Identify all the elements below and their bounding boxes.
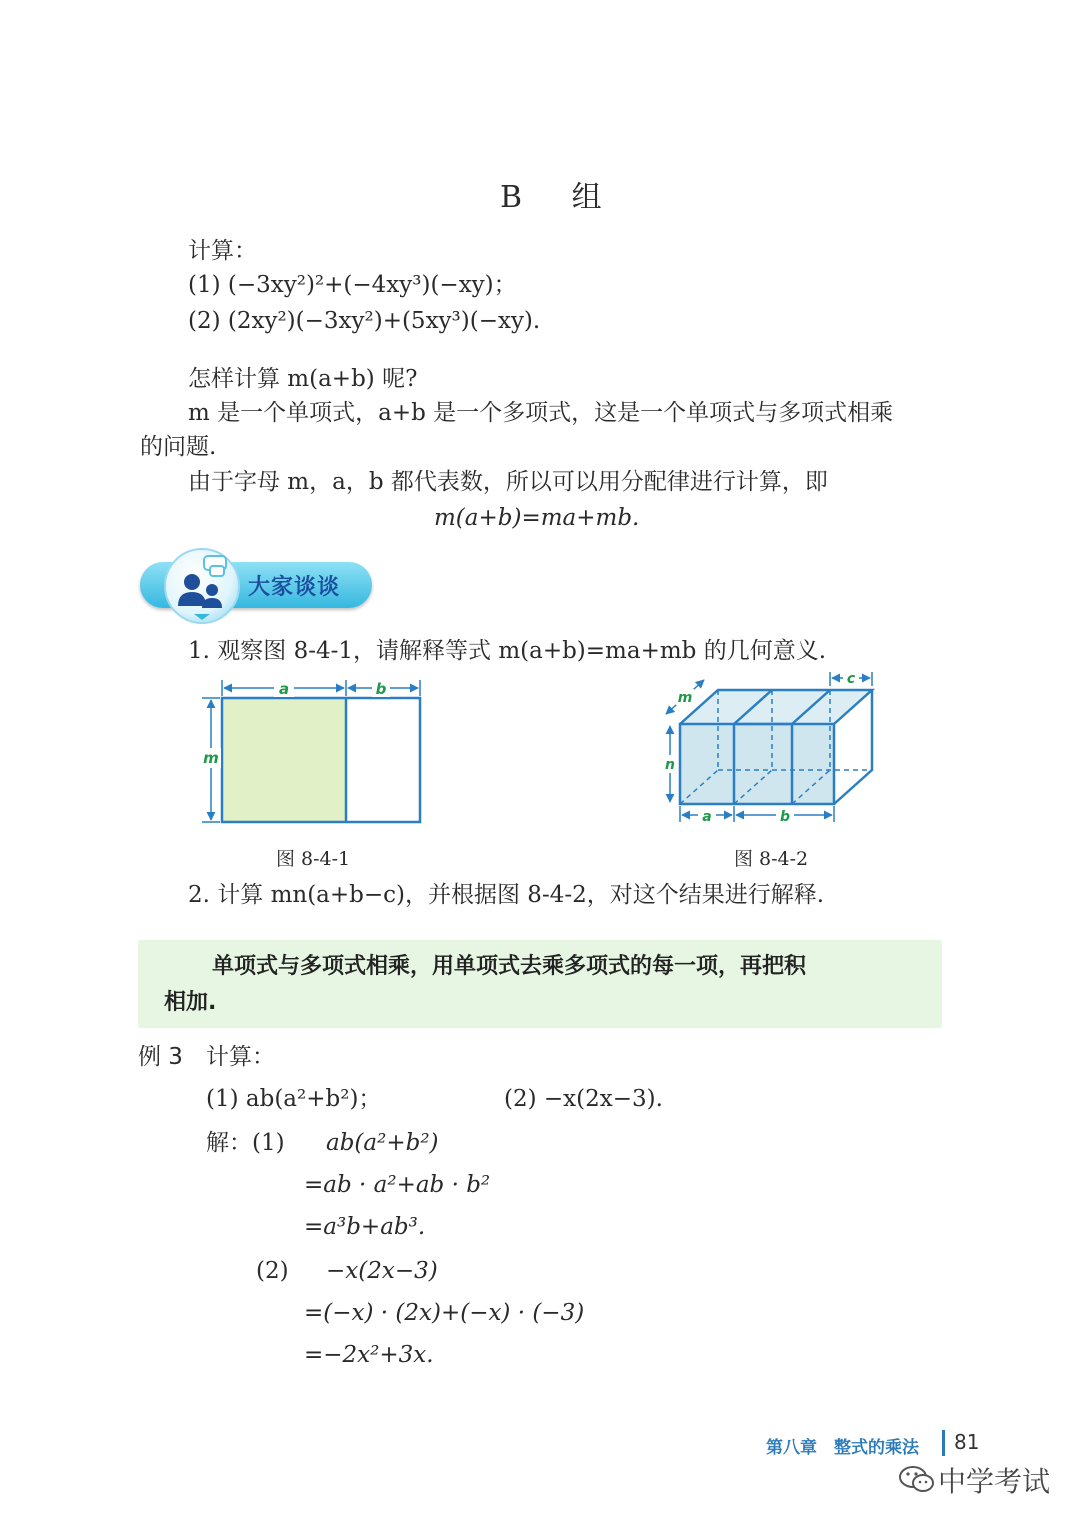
solution-2-line-3: =−2x²+3x. (304, 1342, 434, 1368)
figure-8-4-1-caption: 图 8-4-1 (276, 848, 351, 870)
example-problem-2: (2) −x(2x−3). (504, 1086, 663, 1112)
intro-line-1: m 是一个单项式，a+b 是一个多项式，这是一个单项式与多项式相乘 (188, 400, 894, 426)
solution-1-line-2: =ab · a²+ab · b² (304, 1172, 491, 1198)
solution-1-line-1: ab(a²+b²) (326, 1130, 439, 1156)
badge-label: 大家谈谈 (248, 575, 341, 600)
badge-circle (164, 548, 240, 624)
discussion-badge (136, 548, 376, 620)
example-label: 例 3 (138, 1044, 183, 1070)
label-n: n (665, 757, 675, 773)
figure-8-4-2 (660, 668, 884, 828)
page-number: 81 (954, 1430, 980, 1454)
rule-box (138, 940, 942, 1028)
solution-2-line-2: =(−x) · (2x)+(−x) · (−3) (304, 1300, 585, 1326)
watermark-text: 中学考试 (938, 1465, 1051, 1498)
footer-chapter: 第八章 整式的乘法 (766, 1438, 919, 1458)
exercise-prompt: 计算： (188, 238, 257, 264)
box-top-shaded (677, 690, 872, 724)
wechat-icon (898, 1464, 936, 1494)
label-b: b (779, 809, 791, 825)
label-b: b (375, 680, 387, 698)
figure-8-4-2-caption: 图 8-4-2 (734, 848, 809, 870)
intro-line-2: 的问题. (140, 434, 217, 460)
solution-1-line-3: =a³b+ab³. (304, 1214, 426, 1240)
solution-label-2: (2) (256, 1258, 289, 1284)
label-a: a (278, 680, 290, 698)
section-title: B 组 (500, 180, 622, 215)
solution-label-1: 解：(1) (206, 1130, 285, 1156)
intro-question: 怎样计算 m(a+b) 呢? (188, 366, 418, 392)
discussion-q2: 2. 计算 mn(a+b−c)，并根据图 8-4-2，对这个结果进行解释. (188, 882, 825, 908)
discussion-q1: 1. 观察图 8-4-1，请解释等式 m(a+b)=ma+mb 的几何意义. (188, 638, 827, 664)
people-talk-icon (166, 550, 238, 622)
label-m: m (203, 749, 219, 767)
area-ma (222, 698, 346, 822)
box-front-shaded (680, 724, 834, 804)
intro-formula: m(a+b)=ma+mb. (434, 505, 640, 531)
figure-8-4-1 (196, 676, 436, 828)
label-m: m (677, 690, 693, 706)
rule-line-1: 单项式与多项式相乘，用单项式去乘多项式的每一项，再把积 (212, 954, 807, 979)
footer-divider (942, 1430, 945, 1456)
example-prompt: 计算： (206, 1044, 275, 1070)
intro-line-3: 由于字母 m，a，b 都代表数，所以可以用分配律进行计算，即 (188, 469, 828, 495)
exercise-item-2: (2) (2xy²)(−3xy²)+(5xy³)(−xy). (188, 308, 541, 334)
label-a: a (702, 809, 712, 825)
label-c: c (846, 671, 856, 687)
rule-line-2: 相加. (164, 990, 217, 1015)
solution-2-line-1: −x(2x−3) (326, 1258, 438, 1284)
example-problem-1: (1) ab(a²+b²)； (206, 1086, 382, 1112)
exercise-item-1: (1) (−3xy²)²+(−4xy³)(−xy)； (188, 272, 517, 298)
